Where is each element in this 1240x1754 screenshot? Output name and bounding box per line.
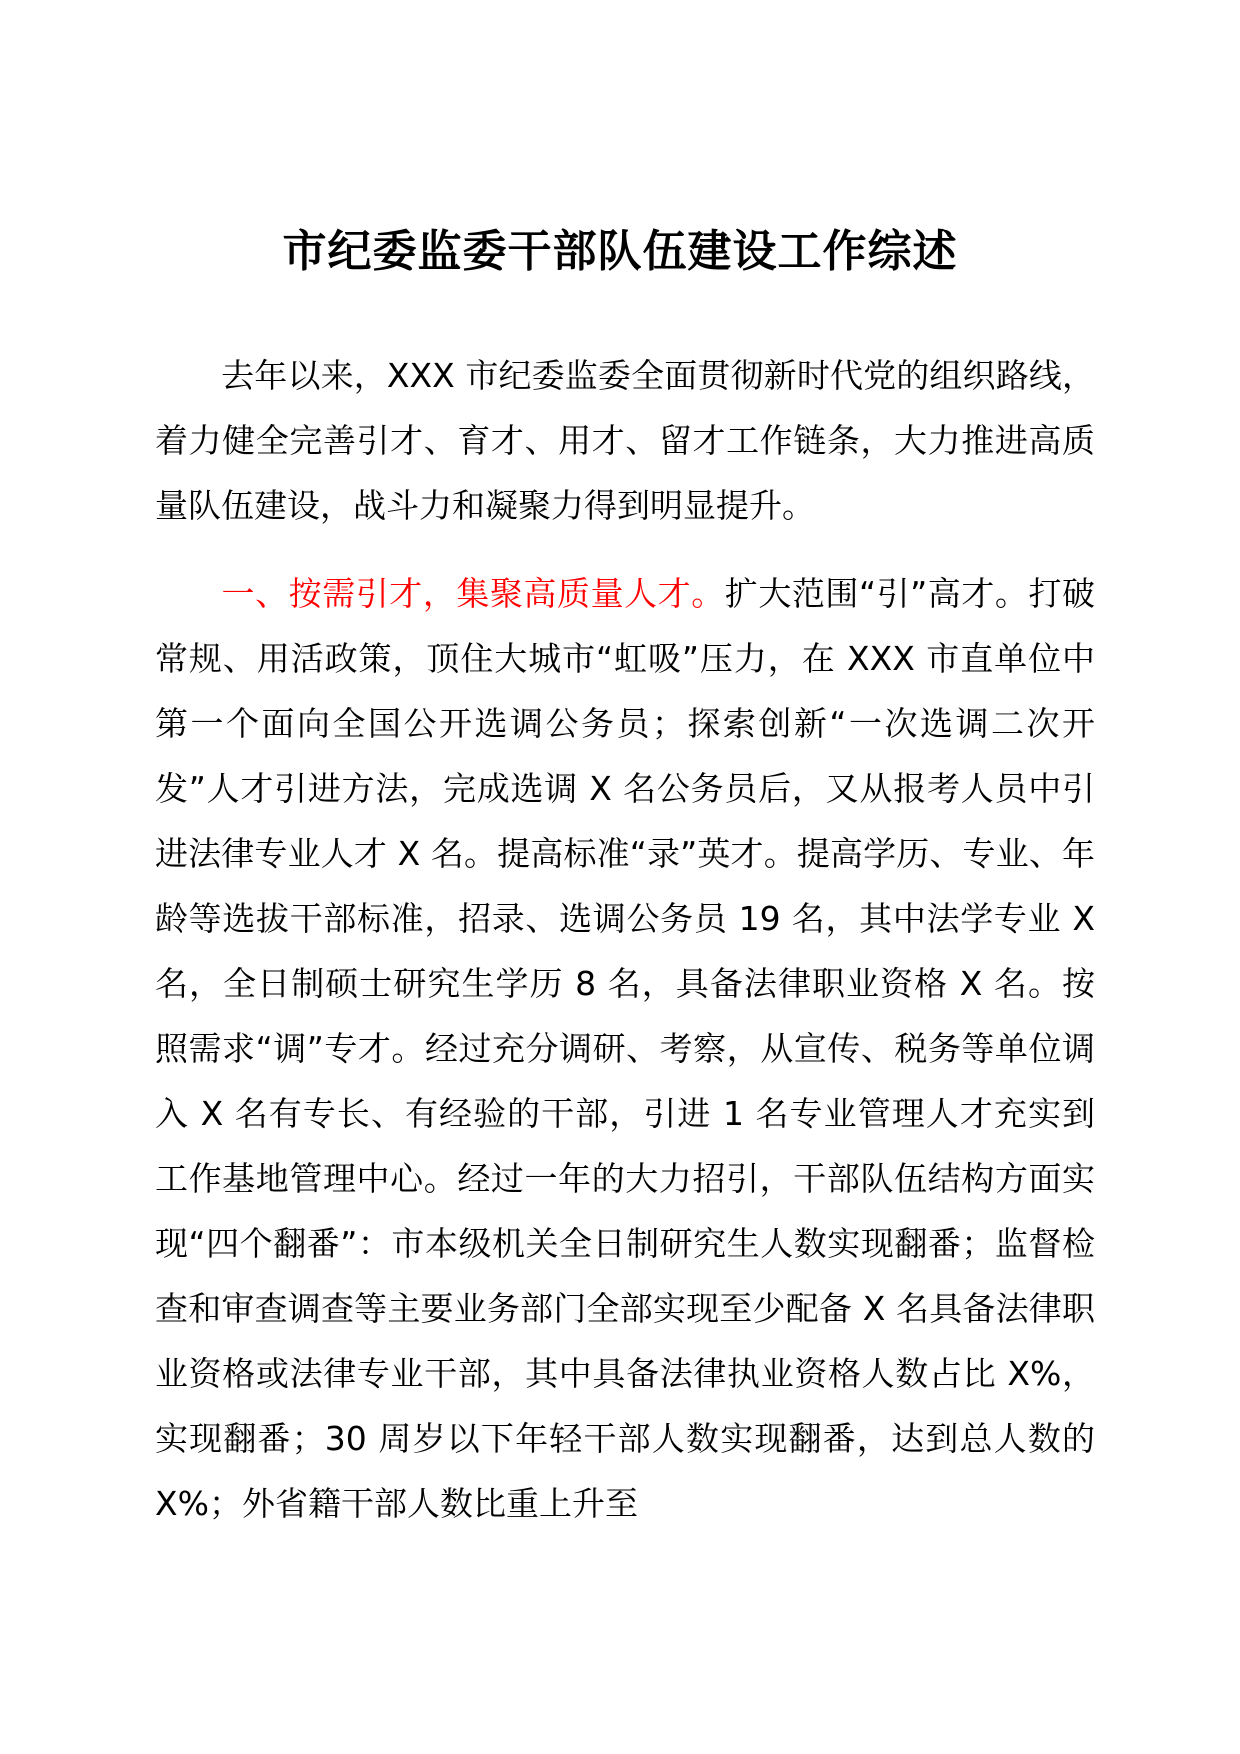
intro-text: 去年以来，XXX 市纪委监委全面贯彻新时代党的组织路线，着力健全完善引才、育才、用才、留才工作链条，大力推进高质量队伍建设，战斗力和凝聚力得到明显提升。 <box>155 356 1095 525</box>
section-1-paragraph <box>155 561 1095 1536</box>
intro-paragraph <box>155 343 1095 538</box>
section-1-body: 扩大范围“引”高才。打破常规、用活政策，顶住大城市“虹吸”压力，在 XXX 市直单位中第一个面向全国公开选调公务员；探索创新“一次选调二次开发”人才引进方法，完成选调 X 名公务员后，又从报考人员中引进法律专业人才 X 名。提高标准“录”英才。提高学历、专业、年龄等选拔干部标准，招录、选调公务员 19 名，其中法学专业 X 名，全日制硕士研究生学历 8 名，具备法律职业资格 X 名。按照需求“调”专才。经过充分调研、考察，从宣传、税务等单位调入 X 名有专长、有经验的干部，引进 1 名专业管理人才充实到工作基地管理中心。经过一年的大力招引，干部队伍结构方面实现“四个翻番”：市本级机关全日制研究生人数实现翻番；监督检查和审查调查等主要业务部门全部实现至少配备 X 名具备法律职业资格或法律专业干部，其中具备法律执业资格人数占比 X%，实现翻番；30 周岁以下年轻干部人数实现翻番，达到总人数的 X%；外省籍干部人数比重上升至 <box>155 574 1096 1523</box>
section-1-heading: 一、按需引才，集聚高质量人才。 <box>221 574 725 613</box>
document-title: 市纪委监委干部队伍建设工作综述 <box>282 226 958 277</box>
